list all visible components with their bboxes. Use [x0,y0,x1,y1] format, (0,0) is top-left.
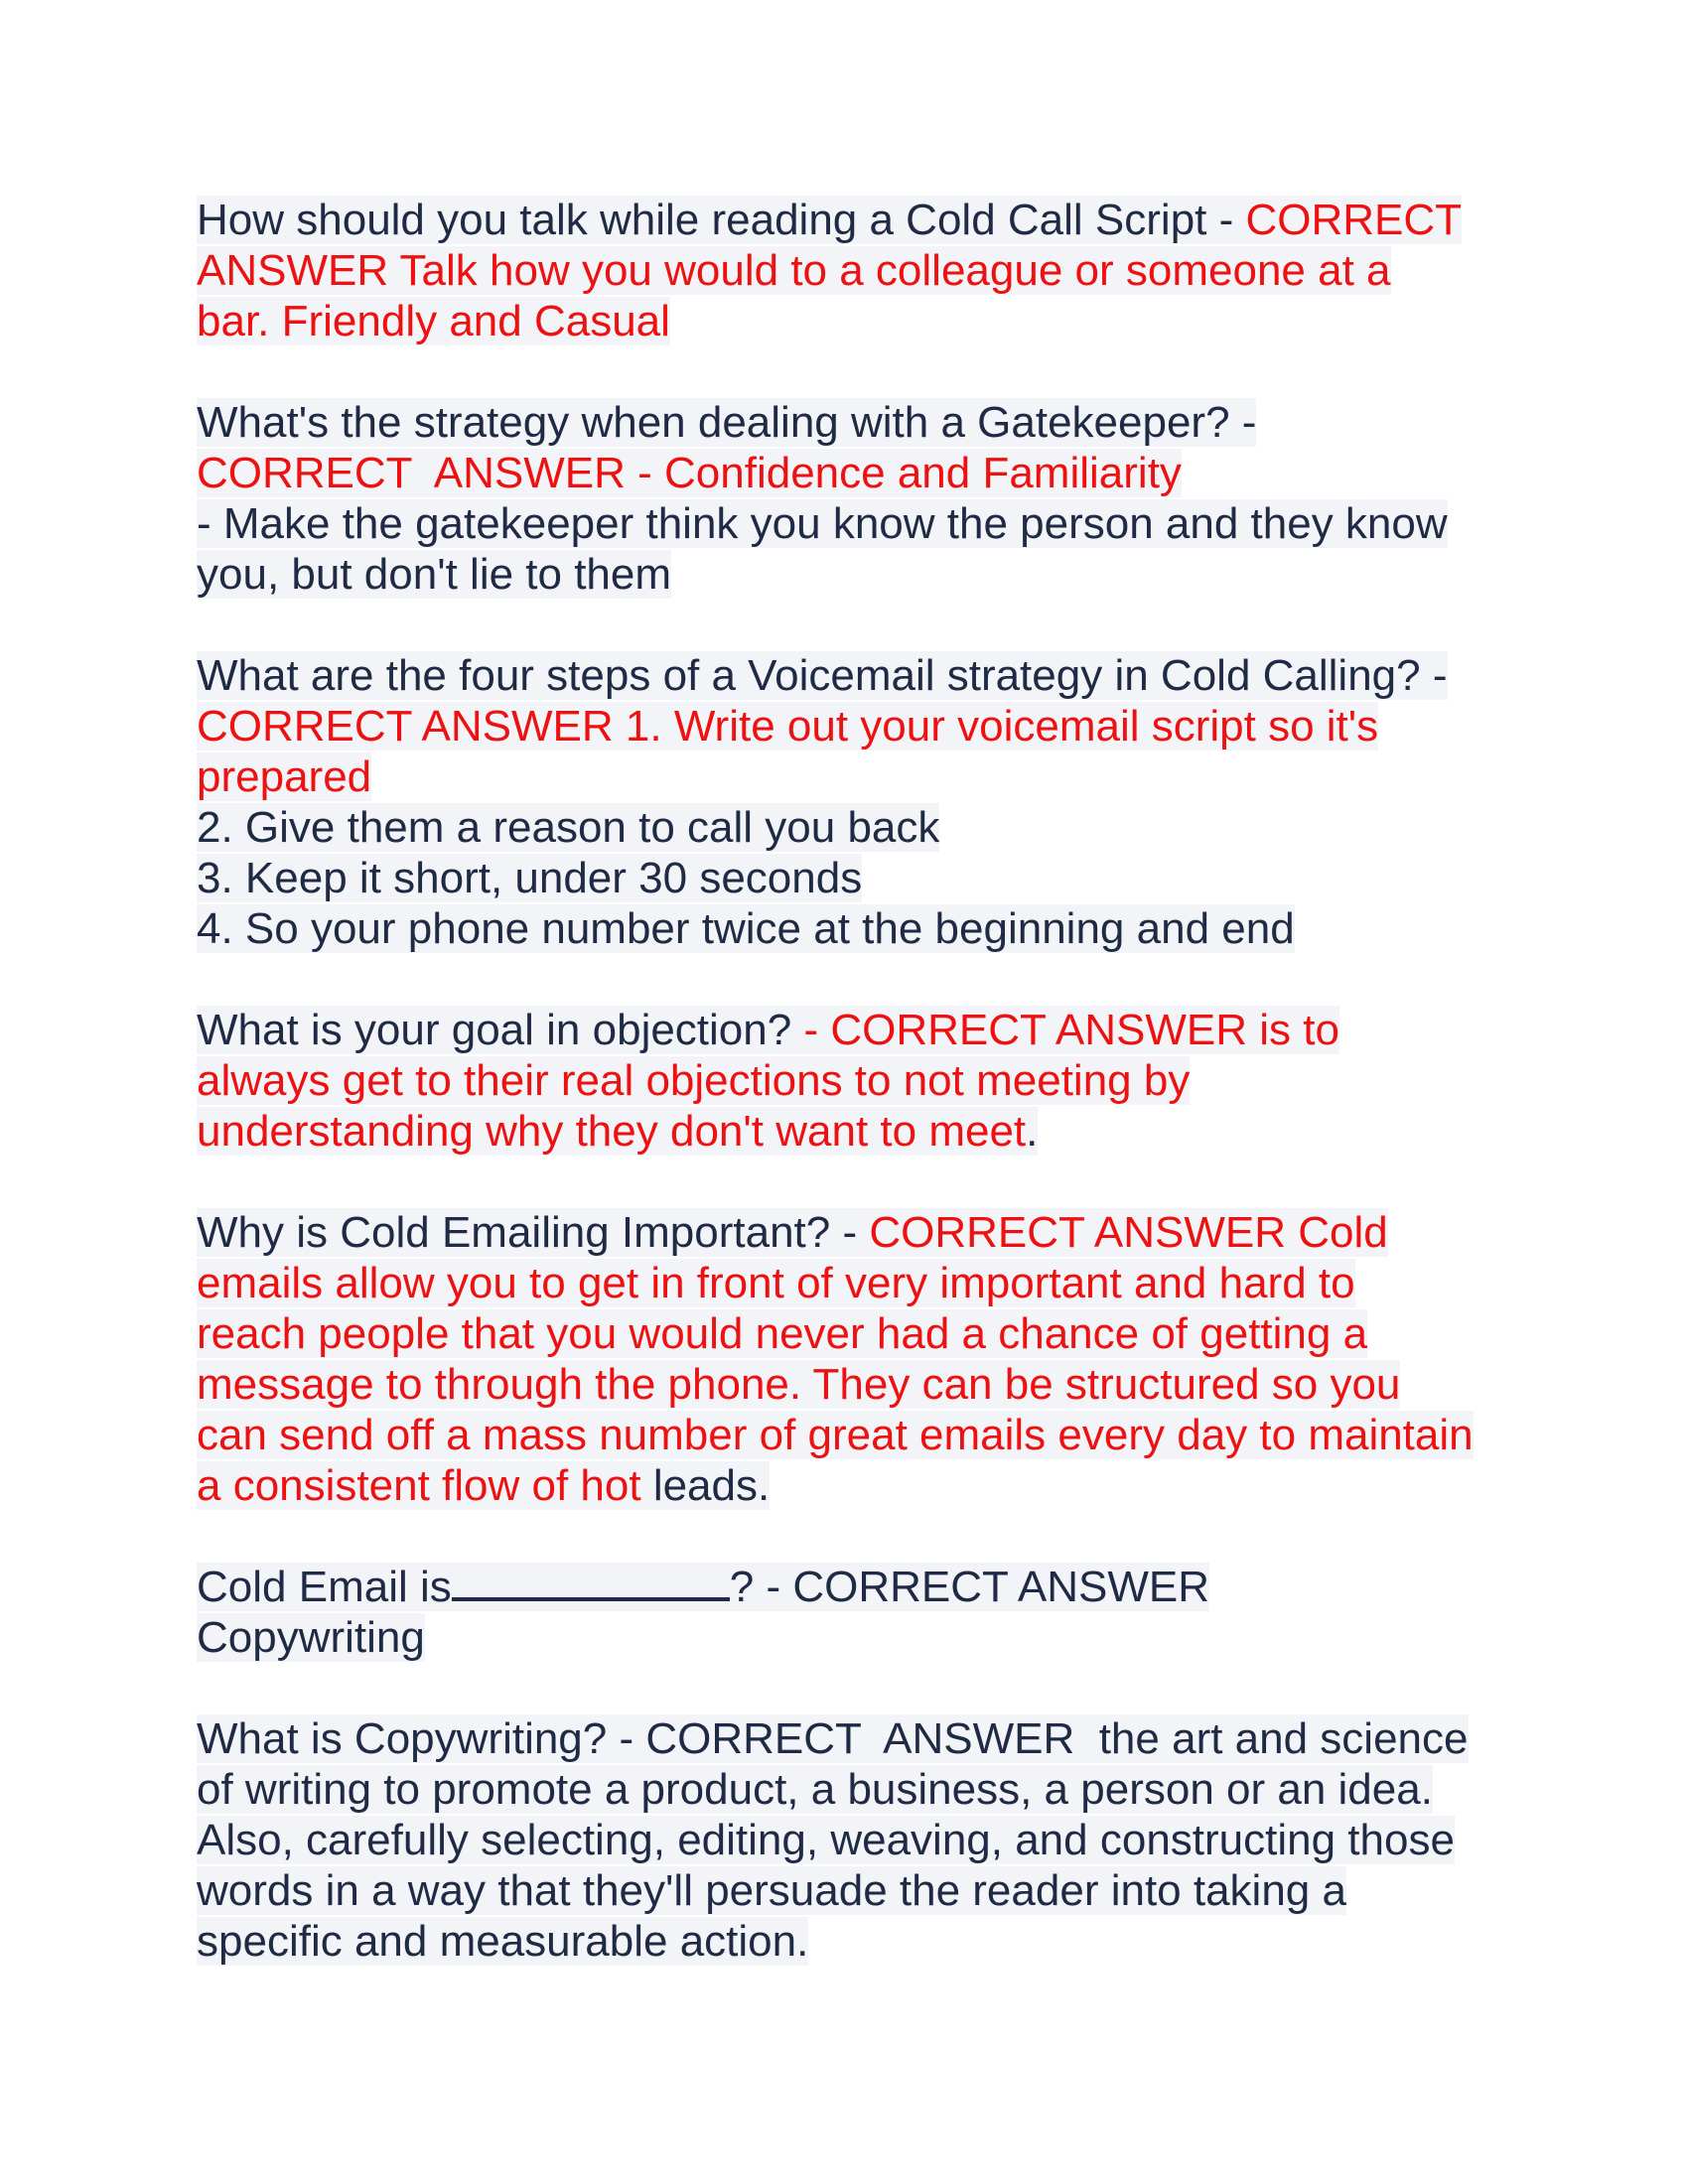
line-text [197,398,1256,447]
qa-line [197,802,1507,853]
question-text: 3. Keep it short, under 30 seconds [197,854,863,902]
qa-line [197,1207,1507,1258]
line-text [197,1360,1400,1409]
correct-answer-text: CORRECT [1245,196,1463,244]
qa-line [197,1713,1507,1764]
correct-answer-text: a consistent flow of hot [197,1461,653,1510]
qa-line [197,1916,1507,1967]
qa-line [197,701,1507,751]
question-text: 2. Give them a reason to call you back [197,803,940,852]
question-text: What's the strategy when dealing with a Gatekeeper? - [197,398,1257,447]
question-text: specific and measurable action. [197,1917,809,1966]
line-text [197,854,862,902]
correct-answer-text: - CORRECT ANSWER is to [803,1006,1339,1054]
line-text [197,904,1295,953]
qa-line [197,1308,1507,1359]
qa-line [197,903,1507,954]
qa-line [197,1410,1507,1460]
qa-line [197,1612,1507,1663]
line-text [197,1259,1355,1307]
line-text [197,752,371,801]
qa-line [197,1258,1507,1308]
line-text [197,550,671,599]
line-text [197,1613,425,1662]
correct-answer-text: CORRECT ANSWER - Confidence and Familiarity [197,449,1182,497]
question-text: . [1026,1107,1039,1156]
line-text [197,651,1448,700]
qa-item [197,1207,1507,1511]
qa-line [197,195,1507,245]
qa-line [197,1055,1507,1106]
correct-answer-text: prepared [197,752,372,801]
line-text [197,1461,770,1510]
qa-line [197,751,1507,802]
qa-line [197,1106,1507,1157]
correct-answer-text: bar. Friendly and Casual [197,297,670,345]
line-text [197,1006,1339,1054]
question-text: Why is Cold Emailing Important? - [197,1208,870,1257]
question-text: Also, carefully selecting, editing, weaving, and constructing those [197,1816,1455,1864]
line-text [197,1714,1469,1763]
qa-item [197,1005,1507,1157]
question-text: What are the four steps of a Voicemail strategy in Cold Calling? - [197,651,1448,700]
question-text: leads. [652,1461,771,1510]
qa-line [197,650,1507,701]
question-text: Cold Email is [197,1563,452,1611]
line-text [197,246,1391,295]
qa-item [197,1562,1507,1663]
line-text [197,1765,1433,1814]
qa-line [197,1460,1507,1511]
correct-answer-text: message to through the phone. They can be structured so you [197,1360,1401,1409]
qa-item [197,650,1507,954]
line-text [197,803,939,852]
line-text [197,1056,1190,1105]
question-text: words in a way that they'll persuade the reader into taking a [197,1866,1346,1915]
correct-answer-text: CORRECT ANSWER 1. Write out your voicemail script so it's [197,702,1379,751]
question-text: - Make the gatekeeper think you know the person and they know [197,499,1448,548]
line-text [197,1107,1038,1156]
qa-line [197,245,1507,296]
correct-answer-text: can send off a mass number of great emails every day to maintain [197,1411,1474,1459]
line-text [197,1411,1474,1459]
question-text: you, but don't lie to them [197,550,672,599]
qa-line [197,1815,1507,1865]
line-text [197,1309,1367,1358]
qa-line [197,1005,1507,1055]
qa-line [197,397,1507,448]
correct-answer-text: emails allow you to get in front of very important and hard to [197,1259,1355,1307]
line-text [197,297,670,345]
line-text [197,449,1182,497]
correct-answer-text: understanding why they don't want to meet [197,1107,1027,1156]
line-text [197,1866,1346,1915]
line-text [197,196,1462,244]
qa-list [197,195,1507,2017]
line-text [197,1816,1455,1864]
qa-line [197,448,1507,498]
correct-answer-text: always get to their real objections to not meeting by [197,1056,1191,1105]
qa-line [197,1562,1507,1612]
line-text [197,499,1448,548]
question-text: How should you talk while reading a Cold Call Script - [197,196,1246,244]
line-text [197,702,1378,751]
qa-line [197,498,1507,549]
qa-line [197,549,1507,600]
qa-line [197,853,1507,903]
line-text [197,1563,1209,1611]
correct-answer-text: reach people that you would never had a chance of getting a [197,1309,1368,1358]
qa-item [197,1713,1507,1967]
question-text: 4. So your phone number twice at the beginning and end [197,904,1295,953]
qa-item [197,397,1507,600]
correct-answer-text: ANSWER Talk how you would to a colleague or someone at a [197,246,1391,295]
qa-line [197,1865,1507,1916]
correct-answer-text: CORRECT ANSWER Cold [869,1208,1388,1257]
qa-line [197,1764,1507,1815]
question-text: Copywriting [197,1613,425,1662]
question-text: What is Copywriting? - CORRECT ANSWER the art and science [197,1714,1469,1763]
line-text [197,1208,1388,1257]
qa-line [197,1359,1507,1410]
qa-line [197,296,1507,346]
question-text: What is your goal in objection? [197,1006,804,1054]
line-text [197,1917,808,1966]
question-text: of writing to promote a product, a business, a person or an idea. [197,1765,1433,1814]
qa-item [197,195,1507,346]
question-text: ? - CORRECT ANSWER [729,1563,1209,1611]
fill-in-blank [452,1562,730,1601]
